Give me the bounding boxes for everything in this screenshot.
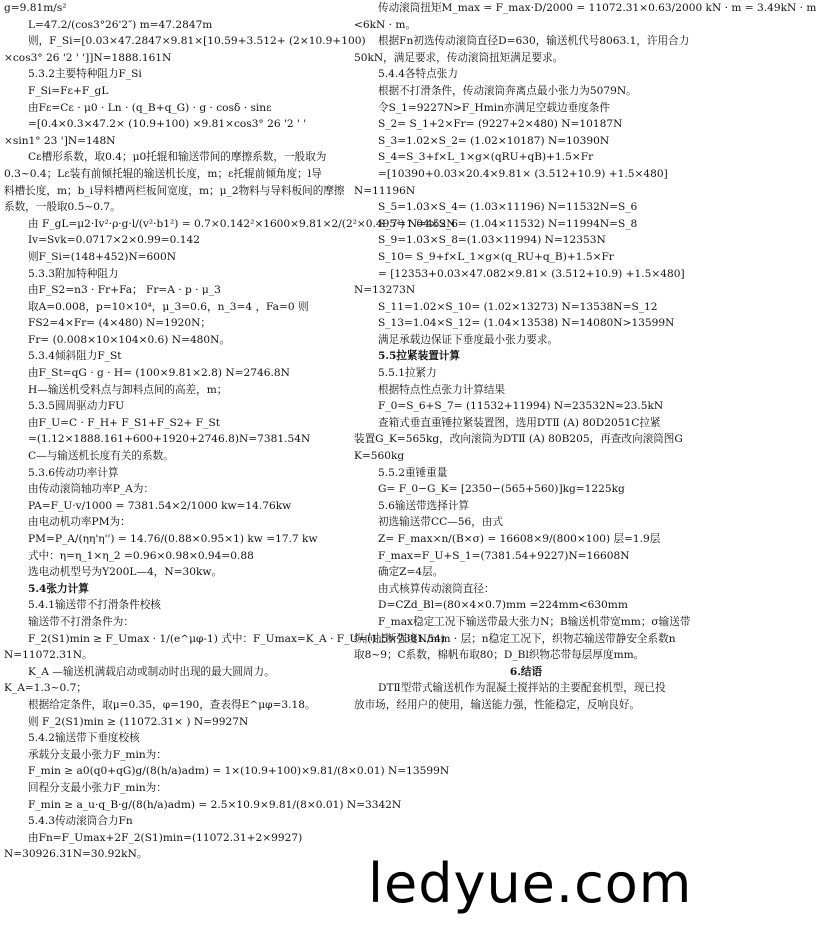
section-heading: 5.3.4倾斜阻力F_St (28, 350, 122, 363)
text-line: 则 F_2(S1)min ≥ (11072.31× ) N=9927N (28, 715, 249, 728)
text-line: ×cos3° 26 '2 ' ']]N=1888.161N (4, 51, 172, 64)
text-line: N=30926.31N=30.92kN。 (4, 848, 148, 861)
text-line: C—与输送机长度有关的系数。 (28, 450, 174, 463)
section-heading: 5.4.1输送带不打滑条件校核 (28, 599, 161, 612)
formula-line: PM=P_A/(ηη'η'') = 14.76/(0.88×0.95×1) kw =17.7 kw (28, 533, 318, 545)
text-line: 由F_St=qG · g · H= (100×9.81×2.8) N=2746.8N (28, 367, 290, 380)
text-line: g=9.81m/s² (4, 2, 67, 14)
text-line: =[0.4×0.3×47.2× (10.9+100) ×9.81×cos3° 26 '2 ' ' (28, 118, 307, 131)
text-line: 式中：η=η_1×η_2 =0.96×0.98×0.94=0.88 (28, 549, 254, 562)
text-line: 根据Fn初选传动滚筒直径D=630，输送机代号8063.1，许用合力 (378, 35, 690, 48)
formula-line: 传动滚筒扭矩M_max = F_max·D/2000 = 11072.31×0.63/2000 kN · m = 3.49kN · m (378, 2, 816, 14)
text-line: DTⅡ型带式输送机作为混凝土搅拌站的主要配套机型，现已投 (378, 682, 666, 695)
text-line: 由Fε=Cε · μ0 · Ln · (q_B+q_G) · g · cosδ · sinε (28, 101, 272, 114)
text-line: K_A —输送机满载启动或制动时出现的最大圆周力。 (28, 665, 275, 678)
text-line: 承载分支最小张力F_min为： (28, 748, 167, 761)
section-heading: 5.3.6传动功率计算 (28, 466, 119, 479)
text-line: S_10= S_9+f×L_1×g×(q_RU+q_B)+1.5×Fr (378, 250, 614, 263)
text-line: F_0=S_6+S_7= (11532+11994) N=23532N≈23.5kN (378, 400, 664, 413)
text-line: <6kN · m。 (354, 18, 417, 31)
text-line: 由F_S2=n3 · Fr+Fa； Fr=A · p · μ_3 (28, 284, 221, 297)
text-line: F_max=F_U+S_1=(7381.54+9227)N=16608N (378, 549, 630, 562)
text-line: 50kN，满足要求，传动滚筒扭矩满足要求。 (354, 51, 564, 64)
text-line: S_2= S_1+2×Fr= (9227+2×480) N=10187N (378, 118, 623, 131)
text-line: =(1.12×1888.161+600+1920+2746.8)N=7381.54N (28, 433, 311, 446)
text-line: 令S_1=9227N>F_Hmin亦满足空载边垂度条件 (378, 101, 610, 114)
formula-line: F_min ≥ a0(q0+qG)g/(8(h/a)adm) = 1×(10.9+100)×9.81/(8×0.01) N=13599N (28, 765, 450, 778)
section-heading: 5.3.3附加特种阻力 (28, 267, 119, 280)
text-line: 查箱式垂直重锤拉紧装置图，选用DTⅡ (A) 80D2051C拉紧 (378, 416, 661, 429)
section-heading: 5.3.2主要特种阻力F_Si (28, 68, 142, 81)
text-line: FS2=4×Fr= (4×480) N=1920N； (28, 317, 211, 330)
text-line: D=CZd_Bl=(80×4×0.7)mm =224mm<630mm (378, 599, 628, 612)
text-line: 则，F_Si=[0.03×47.2847×9.81×[10.59+3.512+ (2×10.9+100) (28, 35, 366, 48)
text-line: 由F_U=C · F_H+ F_S1+F_S2+ F_St (28, 416, 220, 429)
text-line: 料槽长度，m；b_i导料槽两栏板间宽度，m；μ_2物料与导料板间的摩擦 (4, 184, 345, 197)
text-line: N=13273N (354, 284, 416, 297)
text-line: =[10390+0.03×20.4×9.81× (3.512+10.9) +1.5×480] (378, 167, 668, 180)
formula-line: PA=F_U·v/1000 = 7381.54×2/1000 kw=14.76kw (28, 499, 292, 512)
section-heading: 5.6输送带选择计算 (378, 499, 470, 512)
text-line: S_13=1.04×S_12= (1.04×13538) N=14080N>13599N (378, 317, 675, 330)
text-line: 选电动机型号为Y200L—4，N=30kw。 (28, 566, 223, 579)
text-line: H—输送机受料点与卸料点间的高差，m； (28, 383, 228, 396)
text-line: 由式核算传动滚筒直径： (378, 582, 495, 595)
text-line: 则F_Si=(148+452)N=600N (28, 250, 176, 263)
text-line: Cε槽形系数，取0.4；μ0托辊和输送带间的摩擦系数，一般取为 (28, 151, 327, 164)
section-heading: 5.4张力计算 (28, 582, 89, 595)
right-column (354, 0, 816, 714)
text-line: K=560kg (354, 450, 405, 463)
text-line: 由传动滚筒轴功率P_A为： (28, 483, 155, 496)
text-line: 取A=0.008，p=10×10⁴，μ_3=0.6，n_3=4 ，Fa=0 则 (28, 300, 309, 313)
formula-line: Z= F_max×n/(B×σ) = 16608×9/(800×100) 层=1.9层 (378, 533, 661, 545)
section-heading: 5.3.5圆周驱动力FU (28, 400, 125, 413)
text-line: G= F_0−G_K= [2350−(565+560)]kg=1225kg (378, 483, 625, 496)
text-line: S_9=1.03×S_8=(1.03×11994) N=12353N (378, 234, 606, 247)
formula-line: F_min ≥ a_u·q_B·g/(8(h/a)adm) = 2.5×10.9×9.81/(8×0.01) N=3342N (28, 798, 402, 811)
text-line: 放市场，经用户的使用，输送能力强，性能稳定，反响良好。 (354, 698, 641, 711)
text-line: L=47.2/(cos3°26'2″) m=47.2847m (28, 18, 213, 31)
text-line: 回程分支最小张力F_min为： (28, 781, 167, 794)
text-line: 0.3~0.4；Lε装有前倾托辊的输送机长度，m；ε托辊前倾角度；l导 (4, 167, 322, 180)
text-line: 根据给定条件，取μ=0.35，φ=190，查表得E^μφ=3.18。 (28, 698, 316, 711)
text-line: 初选输送带CC—56，由式 (378, 516, 504, 529)
text-line: ×sin1° 23 ']N=148N (4, 134, 116, 147)
text-line: 确定Z=4层。 (378, 566, 444, 579)
section-heading: 5.5.1拉紧力 (378, 367, 437, 380)
text-line: S_3=1.02×S_2= (1.02×10187) N=10390N (378, 134, 610, 147)
text-line: 纵向扯断强度N/mm · 层；n稳定工况下，织物芯输送带静安全系数n (354, 632, 676, 645)
section-heading: 6.结语 (509, 665, 543, 678)
text-line: 由电动机功率PM为： (28, 516, 131, 529)
text-line: S_5=1.03×S_4= (1.03×11196) N=11532N=S_6 (378, 201, 638, 214)
formula-line: 由 F_gL=μ2·Iv²·ρ·g·l/(v²·b1²) = 0.7×0.142²×1600×9.81×2/(2²×0.495²) N=452N (28, 217, 456, 230)
text-line: 根据特点性点张力计算结果 (378, 383, 506, 396)
text-line: S_4=S_3+f×L_1×g×(qRU+qB)+1.5×Fr (378, 151, 594, 164)
section-heading: 5.4.4各特点张力 (378, 68, 458, 81)
text-line: 取8~9；C系数，棉帆布取80；D_Bl织物芯带每层厚度mm。 (354, 649, 645, 662)
text-line: 输送带不打滑条件为： (28, 615, 134, 628)
text-line: S_7=1.04×S_6= (1.04×11532) N=11994N=S_8 (378, 217, 638, 230)
watermark: ledyue.com (368, 852, 693, 915)
section-heading: 5.5.2重锤重量 (378, 466, 448, 479)
text-line: N=11072.31N。 (4, 649, 93, 662)
text-line: = [12353+0.03×47.082×9.81× (3.512+10.9) +1.5×480] (378, 267, 685, 280)
section-heading: 5.4.3传动滚筒合力Fn (28, 815, 133, 828)
text-line: Iv=Svk=0.0717×2×0.99=0.142 (28, 234, 200, 247)
text-line: K_A=1.3~0.7； (4, 682, 87, 695)
text-line: 装置G_K=565kg，改向滚筒为DTⅡ (A) 80B205，再查改向滚筒图G (354, 433, 683, 446)
text-line: 由Fn=F_Umax+2F_2(S1)min=(11072.31+2×9927) (28, 831, 303, 844)
section-heading: 5.5拉紧装置计算 (378, 350, 460, 363)
text-line: F_max稳定工况下输送带最大张力N；B输送机带宽mm；σ输送带 (378, 615, 691, 628)
text-line: 满足承载边保证下垂度最小张力要求。 (378, 333, 559, 346)
text-line: N=11196N (354, 184, 416, 197)
section-heading: 5.4.2输送带下垂度校核 (28, 732, 140, 745)
text-line: 根据不打滑条件，传动滚筒奔离点最小张力为5079N。 (378, 84, 637, 97)
text-line: Fr= (0.008×10×104×0.6) N=480N。 (28, 333, 231, 346)
text-line: F_Si=Fε+F_gL (28, 84, 109, 97)
formula-line: F_2(S1)min ≥ F_Umax · 1/(e^μφ-1) 式中：F_Umax=K_A · F_U=(1.5×7381.54) (28, 632, 446, 645)
text-line: S_11=1.02×S_10= (1.02×13273) N=13538N=S_12 (378, 300, 658, 313)
text-line: 系数，一般取0.5~0.7。 (4, 201, 121, 214)
